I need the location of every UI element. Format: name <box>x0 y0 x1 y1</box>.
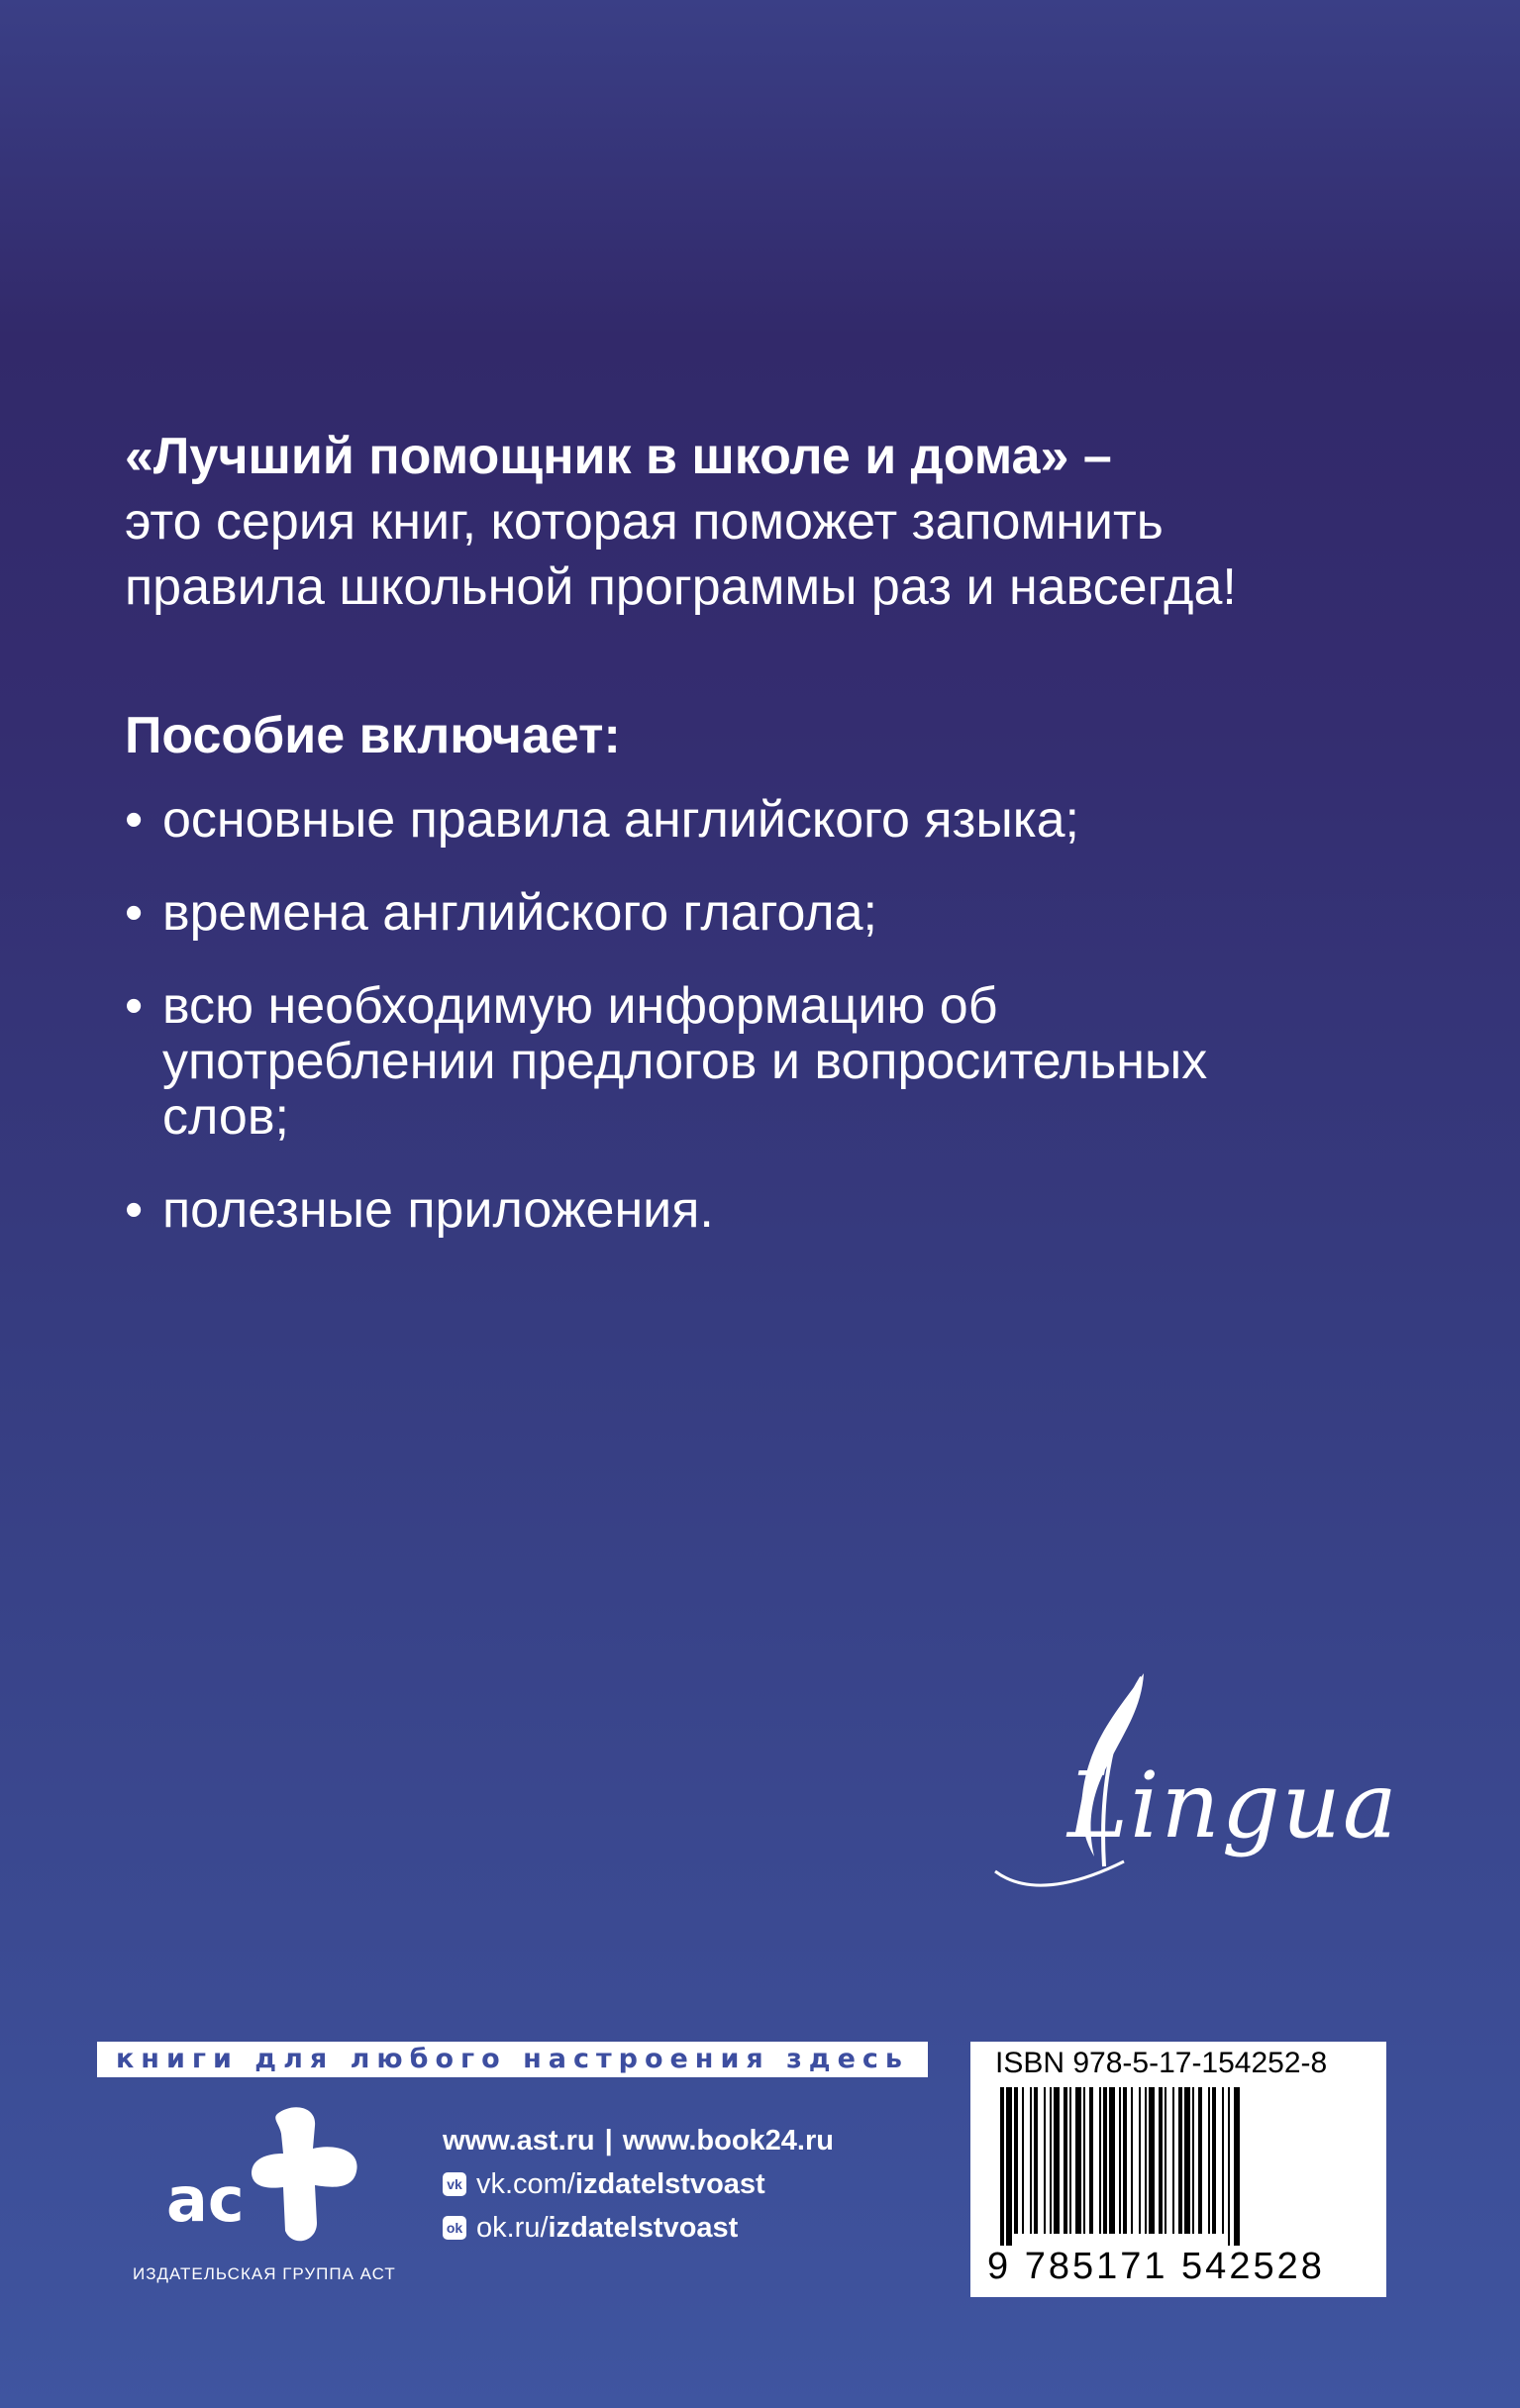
intro-line-2: это серия книг, которая поможет запомнить <box>125 493 1164 551</box>
vk-handle: izdatelstvoast <box>574 2168 765 2200</box>
publisher-name: ИЗДАТЕЛЬСКАЯ ГРУППА АСТ <box>133 2264 396 2283</box>
series-quote: «Лучший помощник в школе и дома» – <box>125 428 1112 485</box>
ok-icon: ok <box>443 2216 466 2240</box>
vk-link[interactable] <box>443 2162 834 2206</box>
site-link-ast[interactable]: www.ast.ru <box>443 2125 595 2157</box>
list-item: • основные правила английского языка; <box>125 792 1363 848</box>
list-item: • полезные приложения. <box>125 1182 1363 1238</box>
svg-text:ac: ac <box>166 2163 245 2236</box>
ok-prefix: ok.ru/ <box>476 2212 549 2244</box>
intro-text <box>125 424 1412 620</box>
intro-line-3: правила школьной программы раз и навсегда! <box>125 558 1237 616</box>
isbn-label: ISBN 978-5-17-154252-8 <box>995 2047 1328 2079</box>
publisher-links <box>443 2119 834 2250</box>
tagline: книги для любого настроения здесь <box>97 2042 928 2077</box>
includes-title: Пособие включает: <box>125 707 621 764</box>
ok-handle: izdatelstvoast <box>548 2212 739 2244</box>
list-item: • всю необходимую информацию об употреблении предлогов и вопросительных слов; <box>125 978 1331 1145</box>
site-link-book24[interactable]: www.book24.ru <box>622 2125 834 2157</box>
includes-list <box>125 792 1363 1275</box>
ok-link[interactable] <box>443 2206 834 2250</box>
barcode-icon <box>982 2087 1374 2246</box>
list-item: • времена английского глагола; <box>125 885 1363 941</box>
lingua-logo: Lingua <box>1067 1753 1399 1858</box>
separator: | <box>604 2125 613 2157</box>
vk-icon: vk <box>443 2172 466 2196</box>
websites <box>443 2119 834 2162</box>
ast-logo-icon <box>158 2104 366 2253</box>
vk-prefix: vk.com/ <box>476 2168 575 2200</box>
isbn-digits: 9 785171 542528 <box>987 2246 1325 2287</box>
